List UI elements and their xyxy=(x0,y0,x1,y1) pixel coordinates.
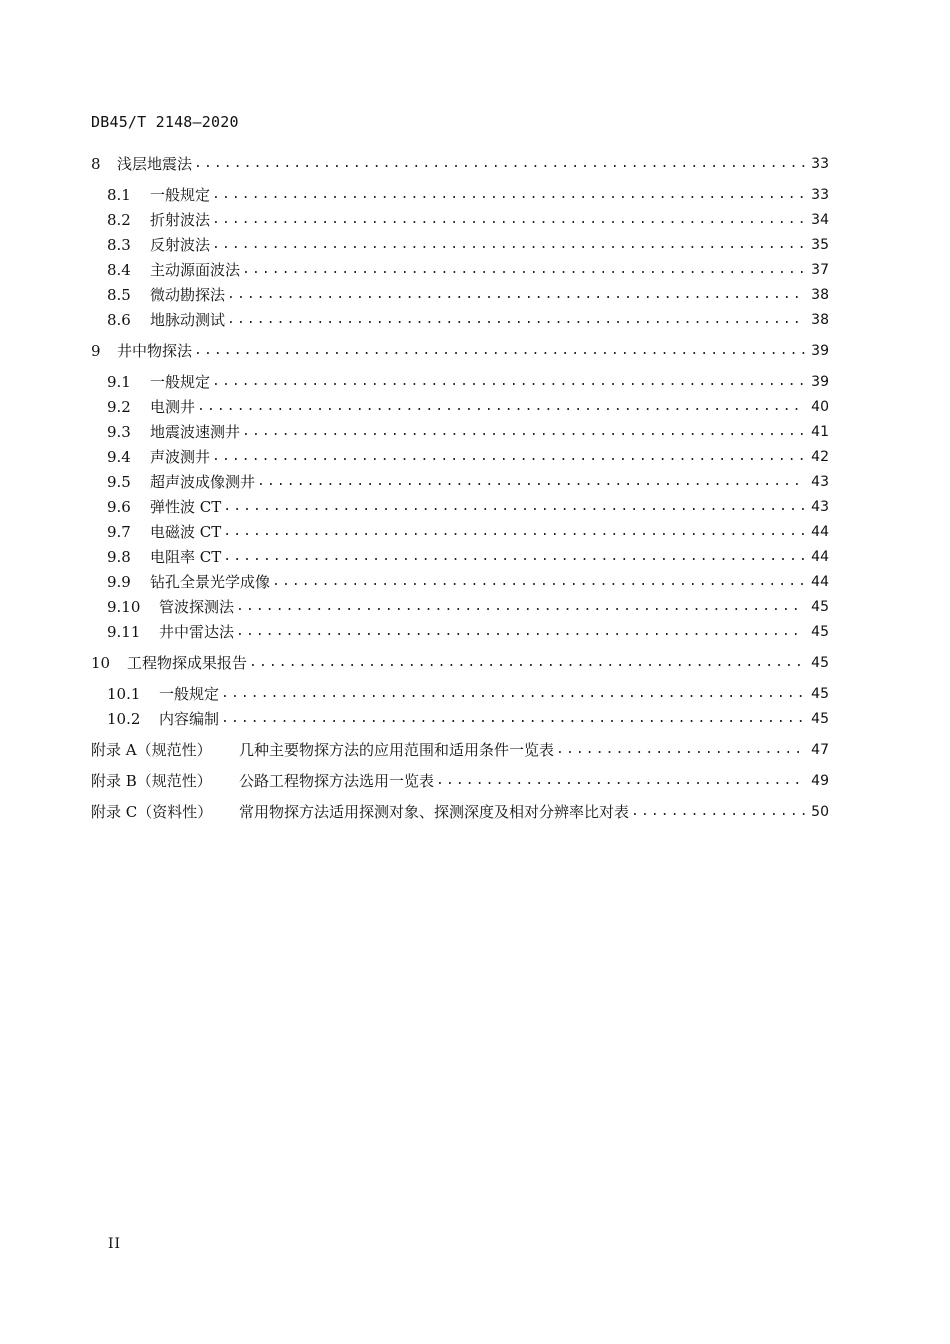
toc-entry-title: 井中雷达法 xyxy=(159,623,235,641)
toc-entry-page: 45 xyxy=(811,686,829,702)
toc-entry-page: 42 xyxy=(811,449,829,465)
toc-entry-9-1[interactable] xyxy=(91,372,829,392)
toc-entry-title: 几种主要物探方法的应用范围和适用条件一览表 xyxy=(239,741,555,759)
toc-entry-number: 8 xyxy=(91,155,101,173)
toc-entry-number: 8.5 xyxy=(107,286,131,304)
toc-entry-title: 声波测井 xyxy=(150,448,211,466)
toc-entry-10-2[interactable] xyxy=(91,709,829,729)
dot-leader xyxy=(194,341,805,361)
toc-entry-8-5[interactable] xyxy=(91,285,829,305)
toc-entry-number: 9.7 xyxy=(107,523,131,541)
dot-leader xyxy=(223,547,805,567)
toc-entry-9-6[interactable] xyxy=(91,497,829,517)
toc-entry-title: 电磁波 CT xyxy=(150,523,222,541)
toc-entry-number: 9 xyxy=(91,342,101,360)
toc-entry-8-2[interactable] xyxy=(91,210,829,230)
dot-leader xyxy=(212,210,805,230)
toc-entry-number: 8.4 xyxy=(107,261,131,279)
toc-entry-number: 9.2 xyxy=(107,398,131,416)
toc-entry-page: 37 xyxy=(811,262,829,278)
toc-entry-title: 浅层地震法 xyxy=(117,155,193,173)
toc-entry-page: 50 xyxy=(811,804,829,820)
dot-leader xyxy=(212,447,805,467)
toc-entry-8-1[interactable] xyxy=(91,185,829,205)
toc-entry-page: 40 xyxy=(811,399,829,415)
toc-entry-title: 折射波法 xyxy=(150,211,211,229)
dot-leader xyxy=(272,572,805,592)
dot-leader xyxy=(242,260,805,280)
toc-entry-title: 反射波法 xyxy=(150,236,211,254)
toc-entry-page: 43 xyxy=(811,474,829,490)
toc-entry-number: 附录 A（规范性） xyxy=(91,741,212,759)
toc-entry-title: 微动勘探法 xyxy=(150,286,226,304)
toc-entry-title: 内容编制 xyxy=(159,710,220,728)
dot-leader xyxy=(236,622,805,642)
dot-leader xyxy=(249,653,805,673)
toc-entry-9-7[interactable] xyxy=(91,522,829,542)
dot-leader xyxy=(631,802,805,822)
toc-entry-title: 超声波成像测井 xyxy=(150,473,256,491)
toc-entry-8-6[interactable] xyxy=(91,310,829,330)
toc-entry-9-4[interactable] xyxy=(91,447,829,467)
toc-entry-page: 44 xyxy=(811,549,829,565)
toc-entry-number: 8.3 xyxy=(107,236,131,254)
dot-leader xyxy=(223,497,805,517)
toc-entry-page: 45 xyxy=(811,711,829,727)
toc-entry-number: 9.1 xyxy=(107,373,131,391)
toc-entry-appendix-a[interactable] xyxy=(91,740,829,760)
toc-entry-appendix-b[interactable] xyxy=(91,771,829,791)
toc-entry-number: 附录 B（规范性） xyxy=(91,772,212,790)
dot-leader xyxy=(223,522,805,542)
toc-entry-9[interactable] xyxy=(91,341,829,361)
toc-entry-8-3[interactable] xyxy=(91,235,829,255)
toc-entry-page: 45 xyxy=(811,624,829,640)
toc-entry-title: 井中物探法 xyxy=(117,342,193,360)
toc-entry-number: 9.3 xyxy=(107,423,131,441)
toc-entry-title: 一般规定 xyxy=(150,186,211,204)
dot-leader xyxy=(194,154,805,174)
toc-entry-title: 常用物探方法适用探测对象、探测深度及相对分辨率比对表 xyxy=(239,803,630,821)
toc-entry-title: 电测井 xyxy=(150,398,196,416)
toc-entry-page: 44 xyxy=(811,524,829,540)
toc-entry-number: 9.11 xyxy=(107,623,141,641)
toc-entry-page: 49 xyxy=(811,773,829,789)
toc-entry-title: 钻孔全景光学成像 xyxy=(150,573,271,591)
toc-entry-page: 39 xyxy=(811,343,829,359)
dot-leader xyxy=(227,310,805,330)
toc-entry-number: 9.4 xyxy=(107,448,131,466)
toc-entry-title: 一般规定 xyxy=(159,685,220,703)
dot-leader xyxy=(227,285,805,305)
toc-entry-page: 44 xyxy=(811,574,829,590)
toc-entry-number: 8.6 xyxy=(107,311,131,329)
toc-entry-number: 9.6 xyxy=(107,498,131,516)
toc-entry-number: 10 xyxy=(91,654,111,672)
toc-entry-9-2[interactable] xyxy=(91,397,829,417)
toc-entry-appendix-c[interactable] xyxy=(91,802,829,822)
toc-entry-page: 33 xyxy=(811,187,829,203)
toc-entry-8[interactable] xyxy=(91,154,829,174)
toc-entry-8-4[interactable] xyxy=(91,260,829,280)
toc-entry-page: 45 xyxy=(811,599,829,615)
toc-entry-9-11[interactable] xyxy=(91,622,829,642)
toc-entry-10[interactable] xyxy=(91,653,829,673)
document-code: DB45/T 2148—2020 xyxy=(91,113,239,131)
toc-entry-page: 47 xyxy=(811,742,829,758)
toc-entry-number: 9.5 xyxy=(107,473,131,491)
toc-entry-title: 管波探测法 xyxy=(159,598,235,616)
toc-entry-number: 9.8 xyxy=(107,548,131,566)
toc-entry-number: 9.9 xyxy=(107,573,131,591)
toc-entry-page: 35 xyxy=(811,237,829,253)
toc-entry-title: 地脉动测试 xyxy=(150,311,226,329)
toc-entry-title: 公路工程物探方法选用一览表 xyxy=(239,772,435,790)
toc-entry-page: 41 xyxy=(811,424,829,440)
dot-leader xyxy=(212,372,805,392)
dot-leader xyxy=(242,422,805,442)
page-number: II xyxy=(108,1236,122,1252)
dot-leader xyxy=(257,472,805,492)
dot-leader xyxy=(236,597,805,617)
toc-entry-page: 33 xyxy=(811,156,829,172)
toc-entry-page: 38 xyxy=(811,287,829,303)
toc-entry-page: 43 xyxy=(811,499,829,515)
toc-entry-number: 10.1 xyxy=(107,685,141,703)
dot-leader xyxy=(436,771,805,791)
toc-entry-number: 8.1 xyxy=(107,186,131,204)
dot-leader xyxy=(221,684,805,704)
toc-entry-number: 8.2 xyxy=(107,211,131,229)
toc-entry-9-5[interactable] xyxy=(91,472,829,492)
dot-leader xyxy=(212,235,805,255)
dot-leader xyxy=(212,185,805,205)
toc-entry-9-9[interactable] xyxy=(91,572,829,592)
toc-entry-9-8[interactable] xyxy=(91,547,829,567)
toc-entry-page: 34 xyxy=(811,212,829,228)
toc-entry-9-3[interactable] xyxy=(91,422,829,442)
toc-entry-title: 弹性波 CT xyxy=(150,498,222,516)
toc-entry-title: 电阻率 CT xyxy=(150,548,222,566)
toc-entry-page: 39 xyxy=(811,374,829,390)
toc-entry-page: 38 xyxy=(811,312,829,328)
toc-entry-title: 地震波速测井 xyxy=(150,423,241,441)
toc-entry-9-10[interactable] xyxy=(91,597,829,617)
dot-leader xyxy=(221,709,805,729)
dot-leader xyxy=(556,740,805,760)
toc-entry-page: 45 xyxy=(811,655,829,671)
table-of-contents xyxy=(91,151,829,822)
toc-entry-title: 一般规定 xyxy=(150,373,211,391)
toc-entry-title: 主动源面波法 xyxy=(150,261,241,279)
toc-entry-number: 9.10 xyxy=(107,598,141,616)
toc-entry-number: 附录 C（资料性） xyxy=(91,803,213,821)
toc-entry-10-1[interactable] xyxy=(91,684,829,704)
toc-entry-title: 工程物探成果报告 xyxy=(127,654,248,672)
dot-leader xyxy=(197,397,805,417)
toc-entry-number: 10.2 xyxy=(107,710,141,728)
